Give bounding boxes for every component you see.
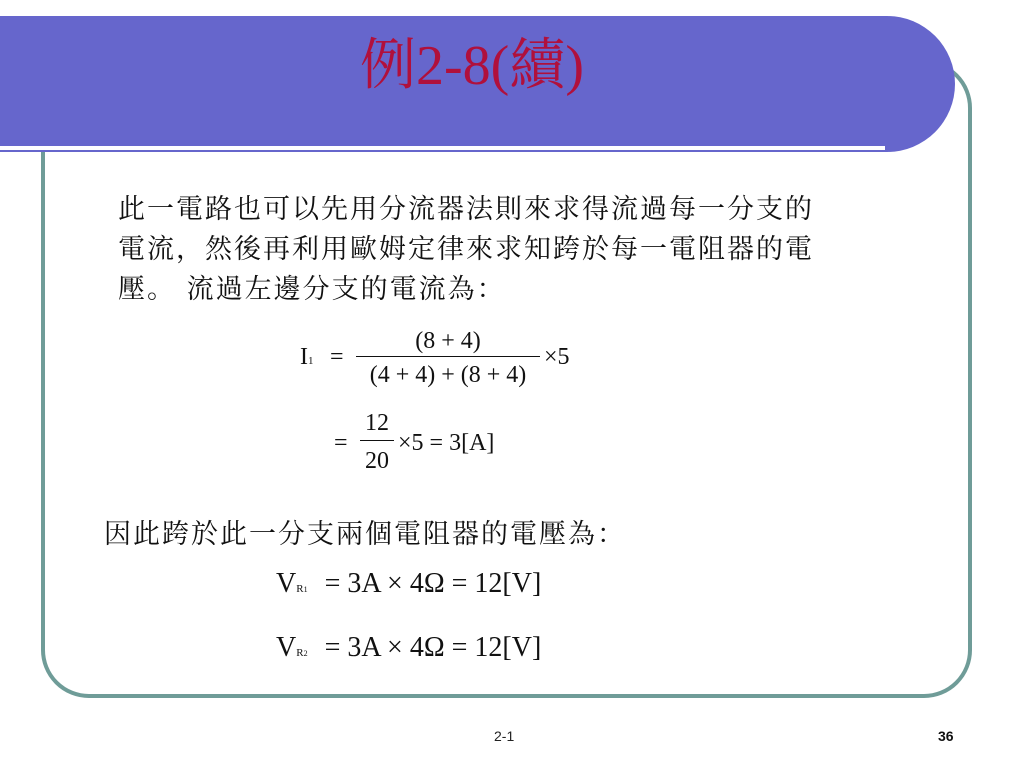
eq2-numerator: 12	[365, 410, 389, 436]
eq1-lhs: I	[300, 344, 308, 370]
intro-paragraph	[118, 190, 814, 310]
v1-subsub: 1	[303, 585, 308, 594]
equation-current	[300, 326, 620, 401]
v2-sub: R	[296, 647, 304, 659]
eq2-equals: =	[334, 430, 348, 456]
v1-rhs: = 3A × 4Ω = 12[V]	[324, 568, 542, 599]
eq2-rest: ×5 = 3[A]	[398, 430, 495, 456]
v1-sub: R	[296, 583, 304, 595]
eq2-fraction	[360, 406, 394, 481]
eq1-times: ×5	[544, 344, 570, 370]
equation-voltage-r1	[276, 566, 541, 608]
eq2-denominator: 20	[365, 448, 389, 474]
eq1-numerator: (8 + 4)	[415, 328, 481, 354]
banner-underline	[0, 146, 885, 150]
eq1-equals: =	[330, 344, 344, 370]
footer-chapter: 2-1	[494, 728, 515, 744]
paragraph-line: 電流，然後再利用歐姆定律來求知跨於每一電阻器的電	[118, 234, 814, 265]
v2-lhs: V	[276, 632, 297, 663]
paragraph-line: 壓。 流過左邊分支的電流為：	[118, 274, 506, 305]
v1-lhs: V	[276, 568, 297, 599]
v2-subsub: 2	[303, 649, 308, 658]
eq1-fraction	[356, 326, 540, 393]
paragraph-line: 此一電路也可以先用分流器法則來求得流過每一分支的	[118, 194, 814, 225]
equation-current-result	[334, 406, 574, 486]
page-number: 36	[938, 728, 954, 744]
v2-rhs: = 3A × 4Ω = 12[V]	[324, 632, 542, 663]
voltage-intro-paragraph: 因此跨於此一分支兩個電阻器的電壓為：	[104, 519, 626, 550]
eq1-lhs-subscript: 1	[308, 355, 314, 367]
slide-title: 例2-8(續)	[360, 35, 584, 97]
eq1-denominator: (4 + 4) + (8 + 4)	[369, 362, 527, 388]
equation-voltage-r2	[276, 630, 541, 672]
